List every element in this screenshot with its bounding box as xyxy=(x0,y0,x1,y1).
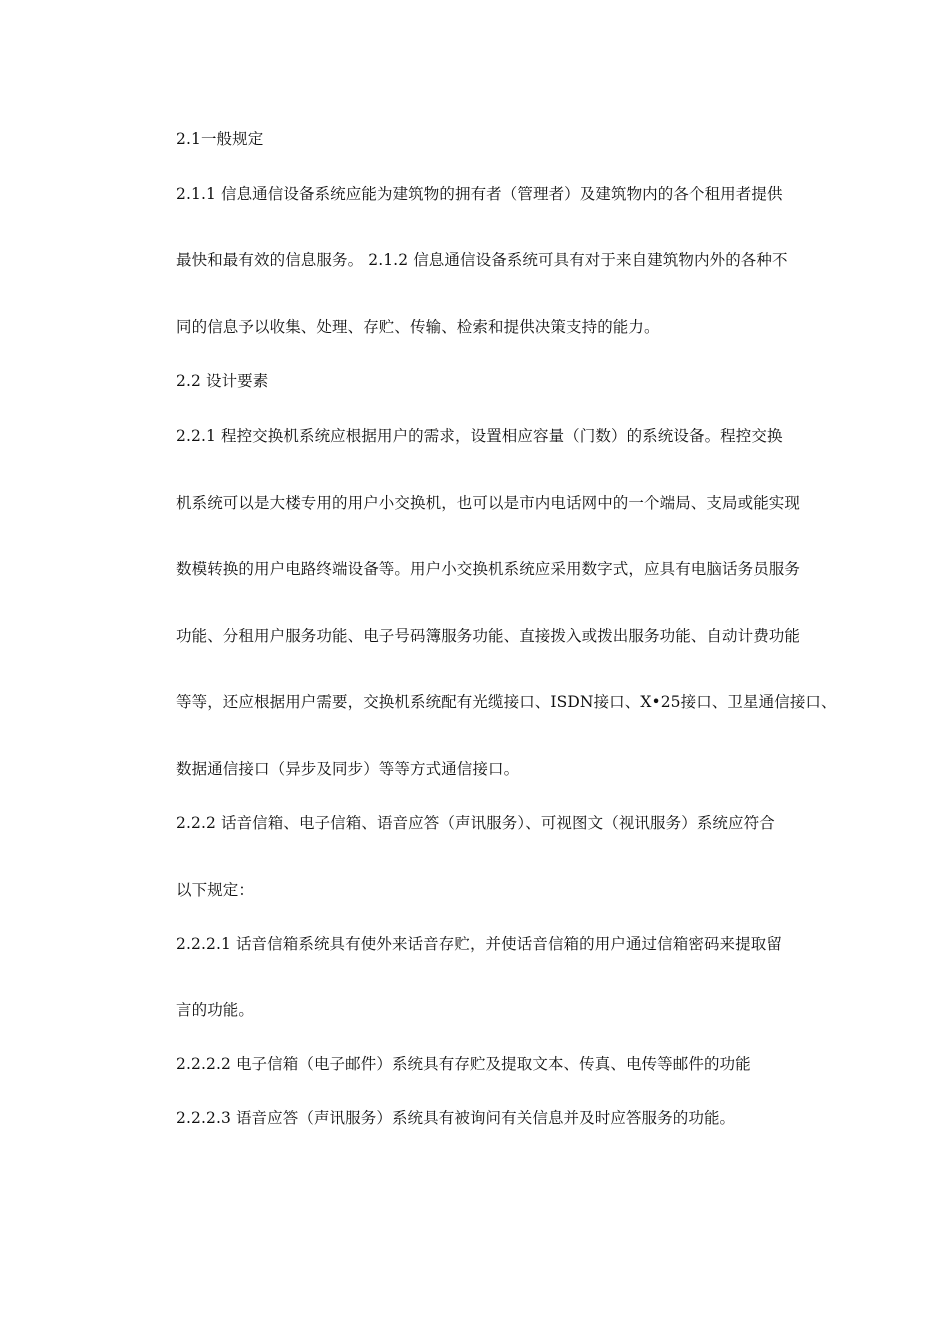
paragraph-line: 同的信息予以收集、处理、存贮、传输、检索和提供决策支持的能力。 xyxy=(176,318,660,336)
paragraph-line: 2.2.2 话音信箱、电子信箱、语音应答（声讯服务）、可视图文（视讯服务）系统应符合 xyxy=(176,814,775,832)
heading-2-1: 2.1一般规定 xyxy=(176,130,264,148)
paragraph-line: 数据通信接口（异步及同步）等等方式通信接口。 xyxy=(176,760,520,778)
paragraph-line: 数模转换的用户电路终端设备等。用户小交换机系统应采用数字式，应具有电脑话务员服务 xyxy=(176,560,801,578)
paragraph-line: 2.2.2.1 话音信箱系统具有使外来话音存贮，并使话音信箱的用户通过信箱密码来提取留 xyxy=(176,935,782,953)
paragraph-line: 以下规定： xyxy=(176,881,255,899)
paragraph-line: 言的功能。 xyxy=(176,1001,255,1019)
heading-2-2: 2.2 设计要素 xyxy=(176,372,269,390)
paragraph-line: 2.2.2.2 电子信箱（电子邮件）系统具有存贮及提取文本、传真、电传等邮件的功能 xyxy=(176,1055,751,1073)
paragraph-line: 最快和最有效的信息服务。 2.1.2 信息通信设备系统可具有对于来自建筑物内外的各种不 xyxy=(176,251,788,269)
paragraph-line: 功能、分租用户服务功能、电子号码簿服务功能、直接拨入或拨出服务功能、自动计费功能 xyxy=(176,627,801,645)
paragraph-line: 2.2.1 程控交换机系统应根据用户的需求，设置相应容量（门数）的系统设备。程控交换 xyxy=(176,427,783,445)
paragraph-line: 机系统可以是大楼专用的用户小交换机，也可以是市内电话网中的一个端局、支局或能实现 xyxy=(176,494,801,512)
paragraph-line: 2.2.2.3 语音应答（声讯服务）系统具有被询问有关信息并及时应答服务的功能。 xyxy=(176,1109,736,1127)
paragraph-line: 2.1.1 信息通信设备系统应能为建筑物的拥有者（管理者）及建筑物内的各个租用者提供 xyxy=(176,185,783,203)
paragraph-line: 等等，还应根据用户需要，交换机系统配有光缆接口、ISDN接口、X•25接口、卫星通信接口、 xyxy=(176,693,837,711)
